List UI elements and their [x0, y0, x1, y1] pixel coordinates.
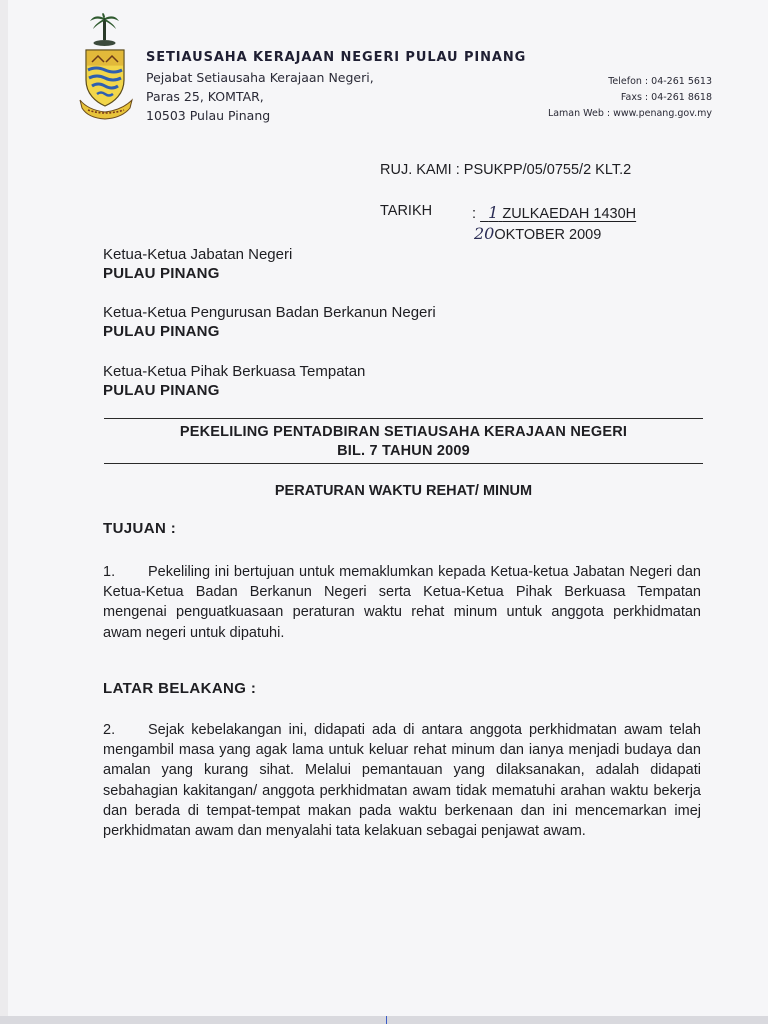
date-value — [472, 203, 636, 243]
letter-page — [8, 0, 768, 1016]
recipient-place: PULAU PINANG — [103, 323, 220, 340]
handwritten-gregorian-day: 20 — [474, 224, 495, 243]
handwritten-hijri-day: 1 — [488, 203, 499, 222]
organisation-address — [146, 68, 374, 125]
recipient-title: Ketua-Ketua Pihak Berkuasa Tempatan — [103, 363, 366, 380]
recipient-place: PULAU PINANG — [103, 382, 220, 399]
website-address: Laman Web : www.penang.gov.my — [547, 108, 712, 119]
date-block — [380, 203, 637, 243]
recipient-place: PULAU PINANG — [103, 265, 220, 282]
hijri-date — [480, 203, 637, 222]
fax-number: Faxs : 04-261 8618 — [620, 92, 712, 103]
address-line: Pejabat Setiausaha Kerajaan Negeri, — [146, 70, 374, 85]
paragraph-2 — [103, 720, 701, 841]
recipient-title: Ketua-Ketua Pengurusan Badan Berkanun Negeri — [103, 304, 436, 321]
scan-bottom-edge — [0, 1016, 768, 1024]
gregorian-date — [474, 224, 636, 243]
paragraph-number: 2. — [103, 722, 116, 738]
circular-number: BIL. 7 TAHUN 2009 — [337, 443, 470, 459]
address-line: 10503 Pulau Pinang — [146, 108, 271, 123]
organisation-name: SETIAUSAHA KERAJAAN NEGERI PULAU PINANG — [146, 50, 527, 65]
paragraph-number: 1. — [103, 564, 116, 580]
gregorian-month-year: OKTOBER 2009 — [494, 227, 602, 243]
reference-number: RUJ. KAMI : PSUKPP/05/0755/2 KLT.2 — [380, 162, 632, 178]
section-heading-latar-belakang: LATAR BELAKANG : — [103, 680, 257, 697]
recipient-block — [103, 245, 292, 283]
paragraph-1 — [103, 562, 701, 643]
hijri-month-year: ZULKAEDAH 1430H — [502, 206, 637, 222]
recipient-title: Ketua-Ketua Jabatan Negeri — [103, 246, 293, 263]
circular-title: PEKELILING PENTADBIRAN SETIAUSAHA KERAJAAN NEGERI — [179, 424, 628, 440]
date-colon: : — [472, 206, 477, 222]
telephone-number: Telefon : 04-261 5613 — [608, 76, 712, 87]
scan-edge-mark — [386, 1016, 387, 1024]
letter-subject: PERATURAN WAKTU REHAT/ MINUM — [274, 483, 533, 499]
circular-title-box — [104, 418, 703, 464]
paragraph-text: Sejak kebelakangan ini, didapati ada di antara anggota perkhidmatan awam telah mengambil masa yang agak lama untuk keluar rehat minum dan ianya menjadi budaya dan amalan yang kurang sihat. Melalui pemantauan yang dilaksanakan, adalah didapati sebahagian kakitangan/ anggota perkhidmatan awam tidak mematuhi arahan waktu bekerja dan berada di tempat-tempat makan pada waktu berkenaan dan ini mencemarkan imej perkhidmatan awam dan menyalahi tata kelakuan sebagai penjawat awam. — [103, 722, 701, 840]
recipient-block — [103, 303, 436, 341]
address-line: Paras 25, KOMTAR, — [146, 89, 264, 104]
paragraph-text: Pekeliling ini bertujuan untuk memaklumkan kepada Ketua-ketua Jabatan Negeri dan Ketua-Ketua Badan Berkanun Negeri serta Ketua-Ketua Pihak Berkuasa Tempatan mengenai penguatkuasaan peraturan waktu rehat minum untuk anggota perkhidmatan awam negeri untuk dipatuhi. — [103, 564, 701, 641]
penang-coat-of-arms-logo — [78, 12, 134, 120]
contact-details — [548, 74, 712, 122]
date-label: TARIKH — [380, 203, 433, 219]
section-heading-tujuan: TUJUAN : — [103, 520, 177, 537]
recipient-block — [103, 362, 365, 400]
